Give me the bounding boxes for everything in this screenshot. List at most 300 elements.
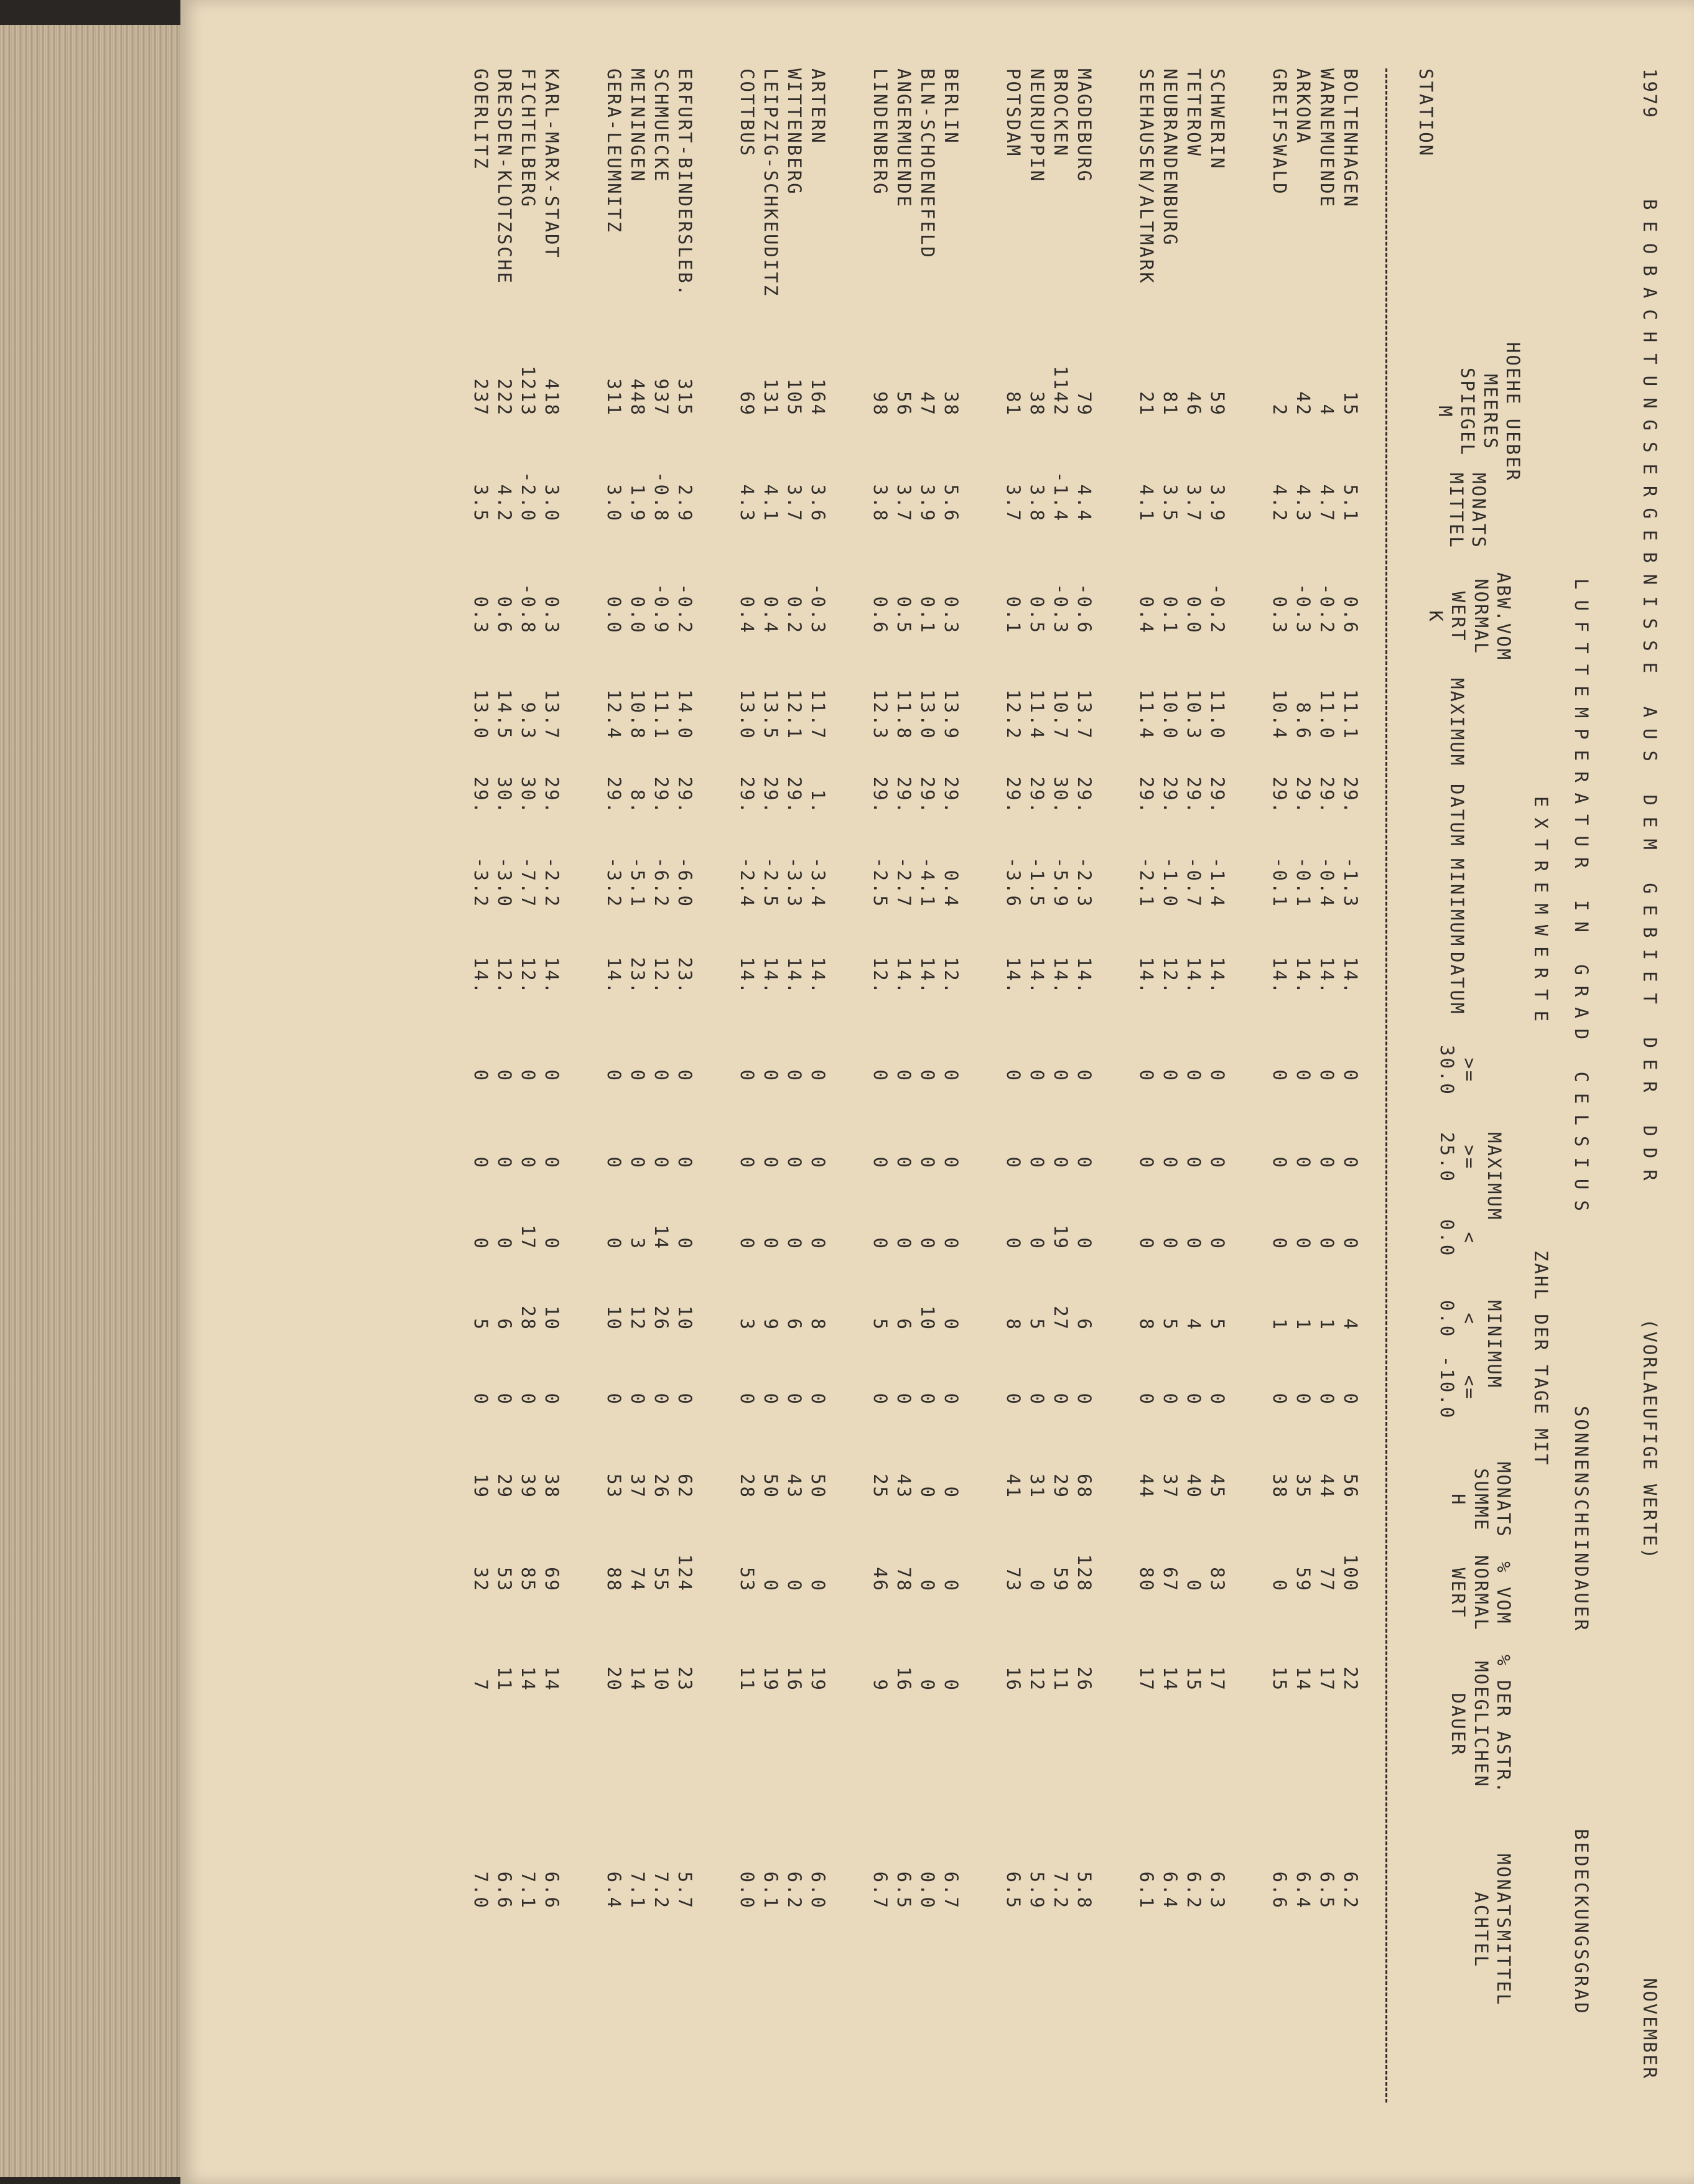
table-cell: 0 [1136, 1237, 1158, 1250]
table-cell: 5 [1207, 1318, 1229, 1331]
table-cell: 9 [870, 1679, 891, 1692]
table-cell: 105 [784, 378, 806, 417]
table-cell: 7.1 [518, 1871, 539, 1910]
table-cell: -1.5 [1026, 857, 1048, 908]
station-name: COTTBUS [737, 68, 758, 158]
page-subtitle: (VORLAEUFIGE WERTE) [1639, 1319, 1660, 1561]
table-cell: 56 [1340, 1474, 1362, 1499]
table-cell: 6.2 [784, 1871, 806, 1910]
table-cell: 1.9 [627, 484, 649, 523]
table-cell: 27 [1050, 1306, 1072, 1331]
group-extremwerte: EXTREMWERTE [1530, 796, 1552, 1033]
table-cell: 12.3 [870, 689, 891, 740]
table-cell: -3.3 [784, 857, 806, 908]
table-cell: 0.4 [737, 596, 758, 634]
table-cell: 29. [470, 776, 492, 815]
page [180, 0, 1694, 2184]
table-cell: 13.0 [737, 689, 758, 740]
table-cell: -0.8 [651, 472, 672, 523]
table-cell: 0 [470, 1393, 492, 1406]
table-cell: 16 [784, 1666, 806, 1692]
table-cell: 0 [1340, 1069, 1362, 1082]
table-cell: 2 [1269, 404, 1291, 417]
col-minimum: MINIMUM [1446, 858, 1468, 948]
table-cell: 3 [627, 1237, 649, 1250]
table-cell: 0 [870, 1156, 891, 1169]
table-cell: 14. [1003, 957, 1025, 995]
table-cell: 28 [737, 1474, 758, 1499]
table-cell: 3.8 [1026, 484, 1048, 523]
table-cell: 29. [1340, 776, 1362, 815]
table-cell: 4.2 [494, 484, 516, 523]
table-body [469, 68, 1362, 1910]
table-cell: 0 [760, 1156, 782, 1169]
table-cell: 29. [674, 776, 696, 815]
table-cell: 14. [893, 957, 915, 995]
table-cell: 448 [627, 378, 649, 417]
station-name: POTSDAM [1003, 68, 1025, 158]
table-row [493, 68, 516, 1910]
table-cell: 14 [541, 1666, 563, 1692]
station-name: BLN-SCHOENEFELD [917, 68, 939, 259]
table-cell: 0 [1207, 1156, 1229, 1169]
table-cell: 0.0 [603, 596, 625, 634]
table-cell: 67 [1160, 1567, 1181, 1592]
table-row [868, 68, 892, 1910]
table-cell: 29 [1050, 1474, 1072, 1499]
table-cell: 29. [1207, 776, 1229, 815]
table-cell: 10 [917, 1306, 939, 1331]
table-cell: 0.1 [1160, 596, 1181, 634]
table-cell: 3.7 [893, 484, 915, 523]
header-row [1617, 50, 1673, 2115]
table-cell: 0 [870, 1237, 891, 1250]
table-cell: 29 [494, 1474, 516, 1499]
group-spacer [564, 68, 602, 1910]
table-cell: 0 [917, 1393, 939, 1406]
table-cell: 3.7 [784, 484, 806, 523]
table-cell: 0 [870, 1393, 891, 1406]
table-row [673, 68, 697, 1910]
table-cell: 53 [494, 1567, 516, 1592]
table-cell: 3.8 [870, 484, 891, 523]
table-cell: 38 [1269, 1474, 1291, 1499]
table-cell: 6.5 [893, 1871, 915, 1910]
table-cell: 10 [541, 1306, 563, 1331]
table-cell: -0.7 [1183, 857, 1205, 908]
table-cell: 0 [518, 1069, 539, 1082]
table-cell: 6 [784, 1318, 806, 1331]
table-cell: -2.7 [893, 857, 915, 908]
table-cell: 5.8 [1074, 1871, 1096, 1910]
col-hoehe: HOEHE UEBER MEERES SPIEGEL M [1435, 342, 1524, 483]
table-cell: 0 [627, 1156, 649, 1169]
table-cell: 11.0 [1207, 689, 1229, 740]
table-cell: 315 [674, 378, 696, 417]
col-pct-astr: % DER ASTR. MOEGLICHEN DAUER [1448, 1655, 1514, 1795]
table-cell: 0 [1183, 1156, 1205, 1169]
header-separator [1385, 68, 1387, 2103]
table-cell: -0.3 [1293, 583, 1315, 634]
table-cell: 0 [737, 1069, 758, 1082]
table-cell: 0.3 [470, 596, 492, 634]
table-cell: 98 [870, 391, 891, 417]
table-cell: 0 [541, 1237, 563, 1250]
table-cell: 10.3 [1183, 689, 1205, 740]
table-row [649, 68, 673, 1910]
table-cell: 0 [1074, 1069, 1096, 1082]
table-cell: 53 [603, 1474, 625, 1499]
table-cell: 38 [1026, 391, 1048, 417]
table-cell: 29. [603, 776, 625, 815]
table-row [1002, 68, 1025, 1910]
table-cell: 10.4 [1269, 689, 1291, 740]
table-cell: 6.0 [807, 1871, 829, 1910]
table-cell: 13.9 [941, 689, 962, 740]
table-cell: 0.1 [917, 596, 939, 634]
station-name: MAGDEBURG [1074, 68, 1096, 184]
table-cell: 0 [1050, 1156, 1072, 1169]
table-cell: 0 [1207, 1393, 1229, 1406]
table-cell: 0 [1269, 1069, 1291, 1082]
table-cell: 0 [917, 1579, 939, 1592]
table-cell: 0 [1050, 1393, 1072, 1406]
table-cell: 12. [870, 957, 891, 995]
table-cell: 7.2 [1050, 1871, 1072, 1910]
table-cell: 4.4 [1074, 484, 1096, 523]
table-cell: 0 [893, 1069, 915, 1082]
table-cell: 6.6 [494, 1871, 516, 1910]
table-cell: 29. [784, 776, 806, 815]
table-cell: -6.0 [674, 857, 696, 908]
table-cell: 0.4 [760, 596, 782, 634]
table-cell: 4.3 [1293, 484, 1315, 523]
table-cell: 15 [1340, 391, 1362, 417]
table-cell: 0 [760, 1237, 782, 1250]
table-cell: 53 [737, 1567, 758, 1592]
table-cell: 6.3 [1207, 1871, 1229, 1910]
table-cell: 59 [1207, 391, 1229, 417]
table-cell: 0 [494, 1069, 516, 1082]
table-cell: 164 [807, 378, 829, 417]
table-cell: 311 [603, 378, 625, 417]
table-cell: 3.9 [917, 484, 939, 523]
table-cell: -1.0 [1160, 857, 1181, 908]
table-cell: 29. [941, 776, 962, 815]
table-cell: 12. [1160, 957, 1181, 995]
table-cell: -0.2 [1207, 583, 1229, 634]
table-cell: 14 [651, 1225, 672, 1250]
table-cell: 0 [807, 1069, 829, 1082]
table-cell: 4.1 [760, 484, 782, 523]
table-cell: 10.0 [1160, 689, 1181, 740]
group-spacer [963, 68, 1002, 1910]
table-cell: 46 [870, 1567, 891, 1592]
table-cell: -0.2 [1316, 583, 1338, 634]
table-row [602, 68, 626, 1910]
table-cell: 9.3 [518, 702, 539, 740]
table-cell: 31 [1026, 1474, 1048, 1499]
table-cell: 5 [870, 1318, 891, 1331]
table-row [1049, 68, 1073, 1910]
table-cell: 0 [1340, 1237, 1362, 1250]
table-cell: 0.1 [1003, 596, 1025, 634]
table-cell: 0 [784, 1393, 806, 1406]
table-cell: 0.3 [1269, 596, 1291, 634]
table-cell: 0 [674, 1156, 696, 1169]
table-cell: 30. [494, 776, 516, 815]
table-cell: 0.0 [917, 1871, 939, 1910]
table-cell: 0 [1026, 1069, 1048, 1082]
table-cell: 29. [893, 776, 915, 815]
station-name: GREIFSWALD [1269, 68, 1291, 196]
station-name: SCHMUECKE [651, 68, 672, 184]
table-cell: 3.0 [603, 484, 625, 523]
table-cell: 14. [1074, 957, 1096, 995]
table-cell: 50 [760, 1474, 782, 1499]
table-cell: 10 [651, 1666, 672, 1692]
table-cell: -2.3 [1074, 857, 1096, 908]
table-cell: 0 [941, 1156, 962, 1169]
table-cell: 0 [494, 1393, 516, 1406]
station-name: NEUBRANDENBURG [1160, 68, 1181, 247]
table-cell: -0.3 [807, 583, 829, 634]
table-cell: 0 [1003, 1237, 1025, 1250]
table-cell: 11.1 [1340, 689, 1362, 740]
table-cell: 8.6 [1293, 702, 1315, 740]
group-zahl-der-tage: ZAHL DER TAGE MIT [1530, 1250, 1552, 1467]
table-cell: 0 [518, 1156, 539, 1169]
station-name: ARKONA [1293, 68, 1315, 145]
table-cell: 0 [1136, 1393, 1158, 1406]
table-cell: 0.0 [1183, 596, 1205, 634]
col-maximum-label: MAXIMUM [1484, 1132, 1505, 1222]
table-cell: 14.5 [494, 689, 516, 740]
table-cell: 0 [541, 1393, 563, 1406]
table-cell: 29. [1183, 776, 1205, 815]
table-cell: 0 [784, 1579, 806, 1592]
table-cell: 8 [1136, 1318, 1158, 1331]
table-cell: 12.2 [1003, 689, 1025, 740]
table-cell: 21 [1136, 391, 1158, 417]
table-cell: -0.1 [1269, 857, 1291, 908]
table-cell: 0 [1183, 1393, 1205, 1406]
table-cell: 69 [737, 391, 758, 417]
station-name: GOERLITZ [470, 68, 492, 170]
table-cell: 38 [941, 391, 962, 417]
table-cell: 0.6 [1340, 596, 1362, 634]
table-cell: 0 [760, 1579, 782, 1592]
table-cell: 9 [760, 1318, 782, 1331]
table-cell: 7.0 [470, 1871, 492, 1910]
table-cell: 0 [603, 1393, 625, 1406]
col-max-ge-30: >= 30.0 [1436, 1045, 1480, 1096]
table-cell: 0 [1293, 1069, 1315, 1082]
table-row [892, 68, 916, 1910]
group-lufttemperatur: LUFTTEMPERATUR IN GRAD CELSIUS [1571, 579, 1592, 1222]
table-cell: 29. [917, 776, 939, 815]
table-cell: 29. [1003, 776, 1025, 815]
table-cell: 0 [917, 1156, 939, 1169]
table-cell: 11.8 [893, 689, 915, 740]
table-cell: 15 [1269, 1666, 1291, 1692]
table-cell: 16 [893, 1666, 915, 1692]
table-row [1268, 68, 1291, 1910]
table-cell: 69 [541, 1567, 563, 1592]
table-cell: 0 [807, 1156, 829, 1169]
table-cell: 26 [1074, 1666, 1096, 1692]
table-cell: 14 [627, 1666, 649, 1692]
table-cell: 0 [1003, 1156, 1025, 1169]
table-cell: 17 [1136, 1666, 1158, 1692]
station-name: GERA-LEUMNITZ [603, 68, 625, 234]
table-row [1025, 68, 1049, 1910]
table-cell: 8. [627, 789, 649, 815]
table-cell: 29. [1074, 776, 1096, 815]
table-cell: 4 [1316, 404, 1338, 417]
table-cell: 14 [1160, 1666, 1181, 1692]
table-row [735, 68, 759, 1910]
table-cell: -3.6 [1003, 857, 1025, 908]
table-cell: 0 [603, 1156, 625, 1169]
table-cell: 0 [1160, 1069, 1181, 1082]
table-cell: 12. [651, 957, 672, 995]
table-cell: 11.7 [807, 689, 829, 740]
table-cell: 0 [470, 1156, 492, 1169]
table-cell: 29. [1293, 776, 1315, 815]
station-name: TETEROW [1183, 68, 1205, 158]
table-cell: 0 [494, 1237, 516, 1250]
table-cell: 0 [941, 1486, 962, 1499]
table-cell: 29. [870, 776, 891, 815]
table-cell: 0 [760, 1393, 782, 1406]
table-cell: 0 [917, 1679, 939, 1692]
station-name: ANGERMUENDE [893, 68, 915, 209]
table-cell: 0 [807, 1393, 829, 1406]
table-cell: 26 [651, 1474, 672, 1499]
table-cell: 29. [760, 776, 782, 815]
table-cell: 32 [470, 1567, 492, 1592]
table-cell: 0 [1183, 1237, 1205, 1250]
table-cell: 0 [941, 1237, 962, 1250]
table-cell: 7.2 [651, 1871, 672, 1910]
table-cell: 14. [1183, 957, 1205, 995]
table-cell: 11 [1050, 1666, 1072, 1692]
col-abweichung: ABW.VOM NORMAL WERT K [1425, 572, 1514, 662]
table-cell: -2.5 [760, 857, 782, 908]
page-title: BEOBACHTUNGSERGEBNISSE AUS DEM GEBIET DER DDR [1639, 199, 1660, 1192]
table-cell: 14. [1026, 957, 1048, 995]
table-cell: 0 [893, 1156, 915, 1169]
table-cell: 0 [893, 1393, 915, 1406]
table-cell: 0 [674, 1069, 696, 1082]
group-bedeckungsgrad: BEDECKUNGSGRAD [1571, 1829, 1592, 2016]
table-cell: 1 [1293, 1318, 1315, 1331]
table-cell: 14. [1293, 957, 1315, 995]
table-cell: 0 [807, 1579, 829, 1592]
table-cell: 6.4 [1293, 1871, 1315, 1910]
table-cell: -3.4 [807, 857, 829, 908]
table-cell: 10 [674, 1306, 696, 1331]
table-cell: 6.6 [541, 1871, 563, 1910]
table-cell: 6.5 [1316, 1871, 1338, 1910]
col-min-le-10: <= -10.0 [1436, 1356, 1480, 1420]
table-cell: 0.5 [893, 596, 915, 634]
table-cell: -0.9 [651, 583, 672, 634]
table-cell: 0 [1316, 1393, 1338, 1406]
rotated-table-sheet [398, 50, 1673, 2115]
table-cell: 0 [893, 1237, 915, 1250]
table-cell: 3.7 [1183, 484, 1205, 523]
table-cell: 6 [1074, 1318, 1096, 1331]
table-cell: 0 [541, 1069, 563, 1082]
table-cell: 12.1 [784, 689, 806, 740]
table-cell: 29. [1316, 776, 1338, 815]
table-cell: 937 [651, 378, 672, 417]
table-cell: 237 [470, 378, 492, 417]
table-cell: 10.7 [1050, 689, 1072, 740]
station-name: NEURUPPIN [1026, 68, 1048, 184]
table-row [1135, 68, 1158, 1910]
table-cell: 14. [1136, 957, 1158, 995]
table-cell: 0 [1074, 1156, 1096, 1169]
table-cell: -0.6 [1074, 583, 1096, 634]
table-row [540, 68, 564, 1910]
table-cell: 6 [494, 1318, 516, 1331]
table-cell: 47 [917, 391, 939, 417]
table-cell: 10 [603, 1306, 625, 1331]
table-cell: 0.5 [1026, 596, 1048, 634]
table-cell: 29. [541, 776, 563, 815]
station-name: ARTERN [807, 68, 829, 145]
table-cell: 0 [541, 1156, 563, 1169]
table-cell: 14. [807, 957, 829, 995]
table-cell: 0 [1026, 1237, 1048, 1250]
table-cell: 10.8 [627, 689, 649, 740]
table-cell: 0 [1269, 1156, 1291, 1169]
station-name: BOLTENHAGEN [1340, 68, 1362, 209]
table-cell: 0.4 [1136, 596, 1158, 634]
table-cell: 0 [1026, 1393, 1048, 1406]
table-cell: 68 [1074, 1474, 1096, 1499]
table-row [1182, 68, 1206, 1910]
table-cell: 14. [737, 957, 758, 995]
table-cell: -4.1 [917, 857, 939, 908]
table-cell: 0 [1050, 1069, 1072, 1082]
table-cell: 43 [893, 1474, 915, 1499]
table-cell: 37 [1160, 1474, 1181, 1499]
table-cell: 0 [784, 1069, 806, 1082]
table-cell: 0 [1160, 1156, 1181, 1169]
table-cell: 0.3 [941, 596, 962, 634]
table-cell: 14. [603, 957, 625, 995]
table-cell: 3.5 [1160, 484, 1181, 523]
table-cell: 7.1 [627, 1871, 649, 1910]
table-cell: 222 [494, 378, 516, 417]
table-cell: 20 [603, 1666, 625, 1692]
table-cell: -3.0 [494, 857, 516, 908]
table-cell: 29. [1026, 776, 1048, 815]
table-cell: 59 [1050, 1567, 1072, 1592]
table-cell: 29. [1269, 776, 1291, 815]
col-monatsmittel: MONATS MITTEL [1445, 473, 1489, 549]
table-cell: 4.1 [1136, 484, 1158, 523]
table-cell: -0.1 [1293, 857, 1315, 908]
col-bedeckung-mittel: MONATSMITTEL ACHTEL [1470, 1854, 1514, 2007]
station-name: SEEHAUSEN/ALTMARK [1136, 68, 1158, 285]
table-row [626, 68, 649, 1910]
station-name: FICHTELBERG [518, 68, 539, 209]
